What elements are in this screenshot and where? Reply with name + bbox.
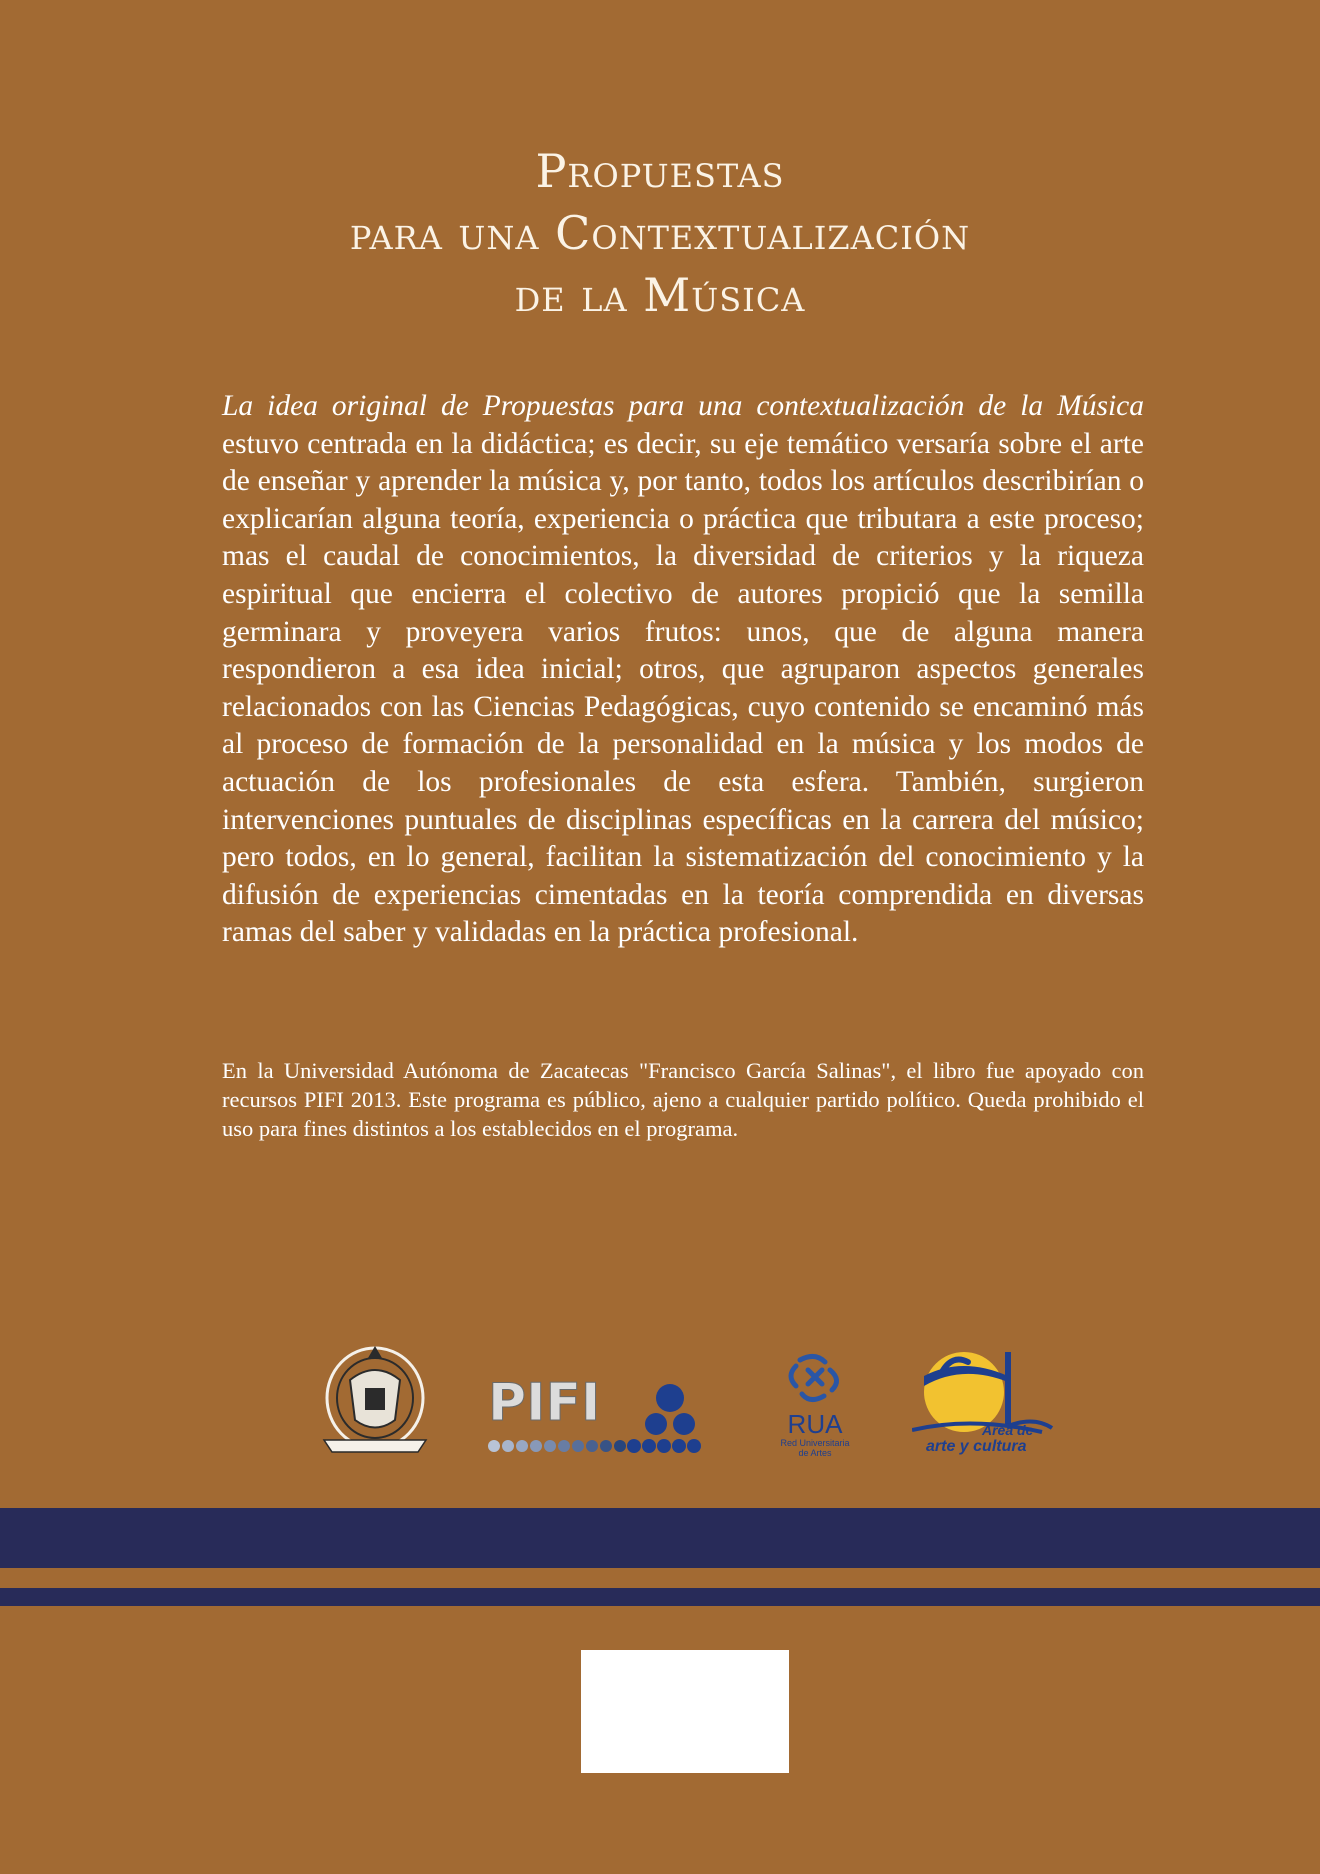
arte-cultura-line1: Área de [982, 1422, 1034, 1438]
arte-cultura-line2: arte y cultura [926, 1438, 1027, 1455]
logo-strip [0, 1340, 1320, 1470]
rua-label: RUA [787, 1409, 843, 1439]
synopsis-body: estuvo centrada en la didáctica; es decir, su eje temático versaría sobre el arte de enseñar y aprender la música y, por tanto, todos los artículos describirían o explicarían alguna teoría, experiencia o práctica que tributara a este proceso; mas el caudal de conocimientos, la diversidad de criterios y la riqueza espiritual que encierra el colectivo de autores propició que la semilla germinara y proveyera varios frutos: unos, que de alguna manera respondieron a esa idea inicial; otros, que agruparon aspectos generales relacionados con las Ciencias Pedagógicas, cuyo contenido se encaminó más al proceso de formación de la personalidad en la música y los modos de actuación de los profesionales de esta esfera. También, surgieron intervenciones puntuales de disciplinas específicas en la carrera del músico; pero todos, en lo general, facilitan la sistematización del conocimiento y la difusión de experiencias cimentadas en la teoría comprendida en diversas ramas del saber y validadas en la práctica profesional. [222, 427, 1144, 949]
synopsis-paragraph [222, 388, 1144, 952]
rua-subtitle: Red Universitaria de Artes [780, 1438, 850, 1458]
pifi-logo-text: PIFI [488, 1373, 601, 1433]
title-line-3: de la Música [514, 268, 806, 322]
pifi-logo [486, 1362, 712, 1462]
uaz-seal-logo [310, 1340, 440, 1462]
navy-stripe-thin [0, 1588, 1320, 1606]
arte-cultura-logo [912, 1346, 1060, 1462]
funding-note: En la Universidad Autónoma de Zacatecas "Francisco García Salinas", el libro fue apoyado con recursos PIFI 2013. Este programa es público, ajeno a cualquier partido político. Queda prohibido el uso para fines distintos a los establecidos en el programa. [222, 1058, 1144, 1141]
title-line-2: para una Contextualización [349, 206, 971, 260]
navy-stripe-wide [0, 1508, 1320, 1568]
title-line-1: Propuestas [535, 144, 785, 198]
barcode-placeholder-box [581, 1650, 789, 1773]
synopsis-lead: La idea original de Propuestas para una contextualización de la Música [222, 390, 1144, 422]
book-title [0, 140, 1320, 326]
rua-logo [775, 1350, 855, 1460]
